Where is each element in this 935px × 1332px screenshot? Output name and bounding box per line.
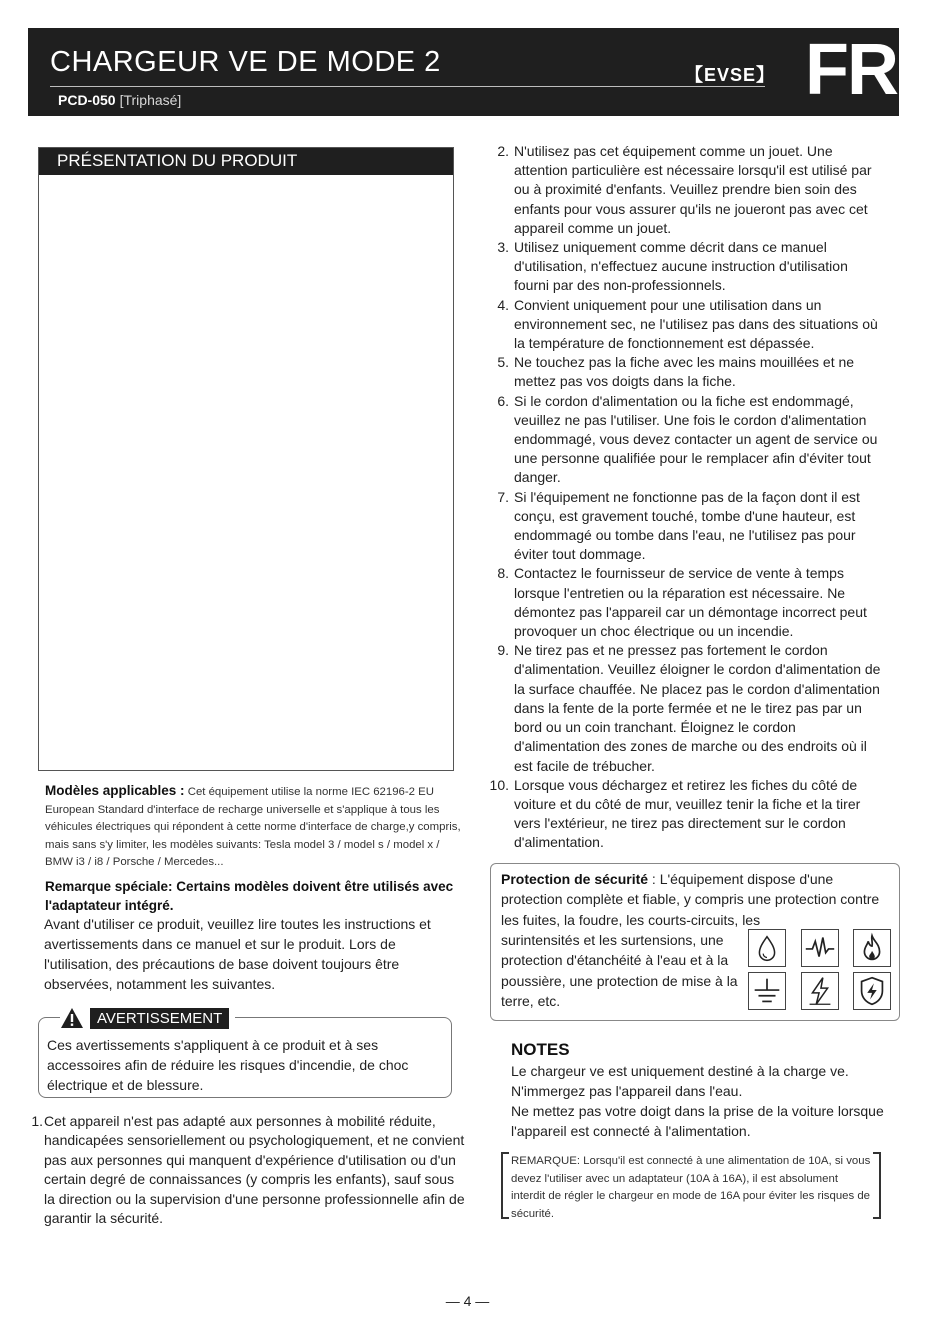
remark-box: [501, 1152, 881, 1219]
item-text: Si le cordon d'alimentation ou la fiche est endommagé, veuillez ne pas l'utiliser. Une fois le cordon d'alimentation endommagé, vous devez contacter un agent de service ou une personne qualifiée pour le remplacer afin d'éviter tout danger.: [514, 392, 878, 486]
instruction-item-1: [26, 1112, 466, 1228]
protection-text-bottom: surintensités et les surtensions, une protection d'étanchéité à l'eau et à la poussière, une protection de mise à la terre, etc.: [501, 932, 738, 1010]
instruction-list: [484, 142, 884, 853]
instruction-item: [484, 564, 884, 641]
protection-intro: [501, 869, 891, 930]
note-line: Ne mettez pas votre doigt dans la prise de la voiture lorsque l'appareil est connecté à l'alimentation.: [511, 1103, 884, 1139]
warning-tag: [60, 1007, 235, 1029]
item-text: Lorsque vous déchargez et retirez les fiches du côté de voiture et du côté de mur, veuillez tenir la fiche et la tirer vers l'extérieur, ne tirez pas directement sur le cordon d'alimentation.: [514, 776, 861, 851]
model-code: PCD-050: [58, 92, 116, 108]
item-number: 4.: [497, 296, 509, 313]
item-text: N'utilisez pas cet équipement comme un jouet. Une attention particulière est nécessaire lorsqu'il est utilisé par ou à proximité d'enfants. Veuillez prendre bien soin des enfants pour vous assurer qu'ils ne joueront pas avec cet appareil comme un jouet.: [514, 143, 872, 236]
shield-bolt-icon: [853, 972, 891, 1010]
instruction-item: [484, 776, 884, 853]
notes-list: [511, 1061, 891, 1141]
presentation-title: PRÉSENTATION DU PRODUIT: [39, 148, 453, 175]
intro-paragraph: Avant d'utiliser ce produit, veuillez lire toutes les instructions et avertissements dans ce manuel et sur le produit. Lors de l'utilisation, des précautions de base doivent toujours être observées, notamment les suivantes.: [44, 916, 431, 992]
protection-sep: :: [648, 871, 660, 887]
models-text: Cet équipement utilise la norme IEC 62196-2 EU European Standard d'interface de recharge universelle et s'applique à tous les véhicules électriques qui répondent à cette norme d'interface de charge,y compris, mais sans s'y limiter, les modèles suivants: Tesla model 3 / model s / model x / BMW i3 / i8 / Porsche / Mercedes...: [45, 786, 461, 869]
warning-triangle-icon: [60, 1007, 84, 1029]
model-number: [58, 92, 181, 108]
flame-icon: [853, 929, 891, 967]
item-number: 2.: [497, 143, 509, 159]
item-text: Cet appareil n'est pas adapté aux personnes à mobilité réduite, handicapées sensoriellement ou psychologiquement, et ne convient pas aux personnes qui manquent d'expérience d'utilisation ou d'un certain degré de connaissances (y compris les enfants), sauf sous la direction ou la supervision d'une personne professionnelle afin de garantir la sécurité.: [44, 1113, 465, 1227]
warning-text: Ces avertissements s'appliquent à ce produit et à ses accessoires afin de réduire les risques d'incendie, de choc électrique et de blessure.: [47, 1037, 409, 1093]
item-number: 7.: [497, 488, 509, 505]
item-number: 8.: [497, 565, 509, 582]
notes-title: NOTES: [511, 1040, 570, 1059]
product-presentation-box: [38, 147, 454, 771]
special-note: Remarque spéciale: Certains modèles doivent être utilisés avec l'adaptateur intégré.: [45, 879, 454, 913]
instruction-item: [484, 353, 884, 391]
instruction-item: [484, 238, 884, 296]
warning-label: AVERTISSEMENT: [90, 1008, 229, 1029]
remark-bracket-left: [501, 1152, 509, 1219]
instruction-item: [484, 296, 884, 354]
surge-wave-icon: [801, 929, 839, 967]
item-number: 9.: [497, 642, 509, 659]
remark-text: REMARQUE: Lorsqu'il est connecté à une alimentation de 10A, si vous devez l'utiliser avec un adaptateur (10A à 16A), il est absolument interdit de régler le chargeur en mode de 16A pour éviter les risques de sécurité.: [511, 1155, 871, 1220]
item-text: Convient uniquement pour une utilisation dans un environnement sec, ne l'utilisez pas dans des situations où la température de fonctionnement est dépassée.: [514, 296, 878, 352]
item-text: Utilisez uniquement comme décrit dans ce manuel d'utilisation, n'effectuez aucune instruction d'utilisation fourni par des non-professionnels.: [514, 239, 848, 294]
instruction-item: [484, 392, 884, 488]
evse-tag: 【EVSE】: [685, 65, 776, 85]
item-text: Ne tirez pas et ne pressez pas fortement le cordon d'alimentation. Veuillez éloigner le cordon d'alimentation de la surface chauffée. Ne placez pas le cordon d'alimentation dans la fente de la porte fermée et ne le tirez pas par un bord ou un coin tranchant. Éloignez le cordon d'alimentation des zones de marche ou des endroits où il est facile de trébucher.: [514, 642, 881, 774]
header-banner: [28, 28, 899, 116]
protection-label: Protection de sécurité: [501, 871, 649, 887]
instruction-item: [484, 488, 884, 565]
item-number: 10.: [489, 776, 509, 793]
water-drop-icon: [748, 929, 786, 967]
item-text: Ne touchez pas la fiche avec les mains mouillées et ne mettez pas vos doigts dans la fiche.: [514, 354, 855, 390]
model-variant: [Triphasé]: [119, 92, 182, 108]
lightning-icon: [801, 972, 839, 1010]
applicable-models: [45, 782, 465, 872]
instruction-item: [484, 142, 884, 238]
ground-icon: [748, 972, 786, 1010]
item-number: 5.: [497, 354, 509, 371]
title-rule: [50, 86, 765, 87]
page-number: — 4 —: [445, 1293, 490, 1309]
remark-bracket-right: [873, 1152, 881, 1219]
item-number: 6.: [497, 392, 509, 409]
language-code: FR: [805, 30, 897, 110]
item-text: Si l'équipement ne fonctionne pas de la façon dont il est conçu, est gravement touché, tombe d'une hauteur, est endommagé ou tombe dans l'eau, ne l'utilisez pas pour éviter tout dommage.: [514, 488, 860, 563]
item-number: 3.: [497, 239, 509, 256]
doc-title: CHARGEUR VE DE MODE 2: [50, 46, 441, 78]
note-line: Le chargeur ve est uniquement destiné à la charge ve.: [511, 1063, 849, 1079]
item-number: 1.: [31, 1113, 43, 1129]
note-line: N'immergez pas l'appareil dans l'eau.: [511, 1083, 743, 1099]
instruction-item: [484, 641, 884, 775]
protection-text-top: L'équipement dispose d'une protection complète et fiable, y compris une protection contre les fuites, la foudre, les courts-circuits, les: [501, 871, 880, 928]
models-label: Modèles applicables :: [45, 783, 185, 798]
item-text: Contactez le fournisseur de service de vente à temps lorsque l'entretien ou la réparation est nécessaire. Ne démontez pas l'appareil car un démontage incorrect peut provoquer un choc électrique ou un incendie.: [514, 565, 867, 640]
